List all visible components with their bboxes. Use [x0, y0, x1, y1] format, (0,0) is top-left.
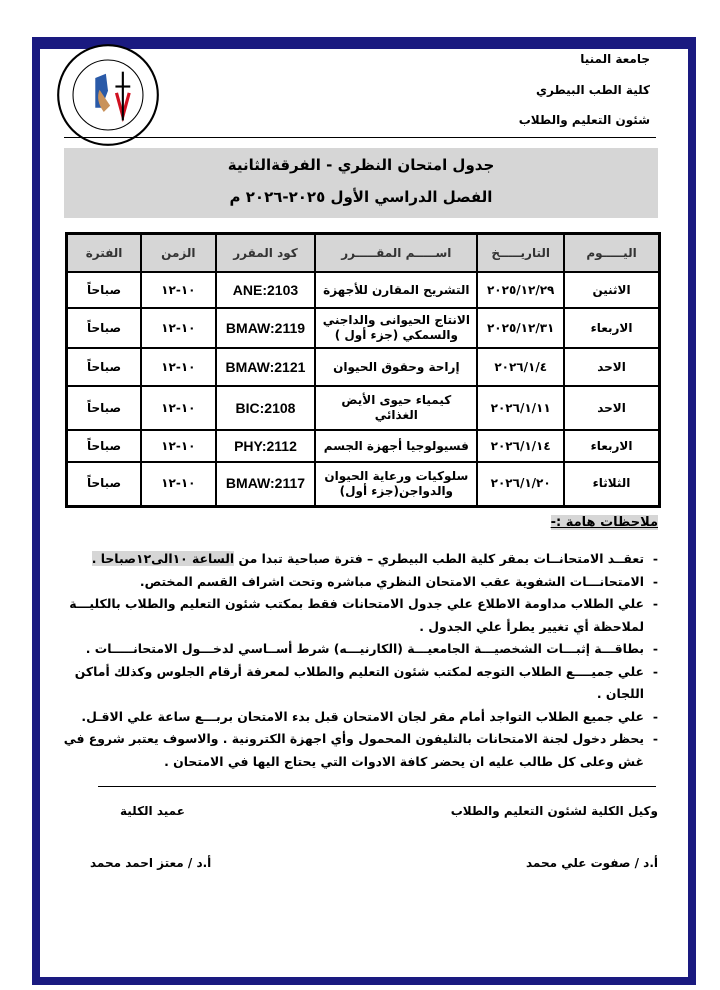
note-item: - علي جميــــع الطلاب التوجه لمكتب شئون التعليم والطلاب لمعرفة أرقام الجلوس وكذلك أماكن اللجان .: [58, 661, 658, 706]
table-row: [67, 272, 660, 308]
exam-schedule-table: [65, 232, 661, 508]
cell-course-code: ANE:2103: [216, 272, 316, 308]
table-row: [67, 462, 660, 506]
cell-day: الاربعاء: [564, 430, 659, 462]
cell-course-code: PHY:2112: [216, 430, 316, 462]
dean-title: عميد الكلية: [120, 804, 185, 818]
dean-name: أ.د / معتز احمد محمد: [90, 856, 212, 870]
cell-period: صباحاً: [67, 308, 142, 348]
cell-time: ١٠-١٢: [141, 272, 216, 308]
header-course-name: اســـــم المقـــــرر: [315, 234, 477, 273]
table-row: [67, 430, 660, 462]
cell-period: صباحاً: [67, 348, 142, 386]
signature-divider: [98, 786, 656, 787]
notes-heading: ملاحظات هامة :-: [550, 515, 658, 530]
cell-course-name: كيمياء حيوى الأيض الغذائي: [315, 386, 477, 430]
cell-course-name: سلوكيات ورعاية الحيوان والدواجن(جزء أول): [315, 462, 477, 506]
header-course-code: كود المقرر: [216, 234, 316, 273]
cell-course-name: التشريح المقارن للأجهزة: [315, 272, 477, 308]
note-item: - علي الطلاب مداومة الاطلاع علي جدول الامتحانات فقط بمكتب شئون التعليم والطلاب بالكليـــة لملاحظة أي تغيير يطرأ علي الجدول .: [58, 593, 658, 638]
university-name: جامعة المنيا: [580, 52, 650, 66]
note-item: - بطاقـــة إثبـــات الشخصيـــة الجامعيـــة (الكارنيـــه) شرط أســاسي لدخـــول الامتحانـــــات .: [58, 638, 658, 661]
vice-dean-name: أ.د / صفوت علي محمد: [525, 856, 658, 870]
notes-list: [58, 548, 658, 773]
header-divider: [64, 137, 656, 138]
cell-day: الثلاثاء: [564, 462, 659, 506]
page-title: جدول امتحان النظري - الفرقةالثانية: [227, 156, 495, 174]
cell-course-code: BMAW:2117: [216, 462, 316, 506]
cell-date: ٢٠٢٦/١/١١: [477, 386, 564, 430]
table-row: [67, 348, 660, 386]
faculty-logo-icon: [55, 42, 161, 148]
cell-course-code: BMAW:2119: [216, 308, 316, 348]
cell-course-name: فسيولوجيا أجهزة الجسم: [315, 430, 477, 462]
page-border-right: [688, 37, 696, 985]
table-row: [67, 308, 660, 348]
note-item: - تعقــد الامتحانــات بمقر كلية الطب البيطري – فترة صباحية تبدا من الساعة ١٠الى١٢صباحا .: [58, 548, 658, 571]
faculty-name: كلية الطب البيطري: [536, 83, 650, 97]
cell-period: صباحاً: [67, 386, 142, 430]
cell-period: صباحاً: [67, 430, 142, 462]
header-day: اليـــــوم: [564, 234, 659, 273]
cell-course-code: BMAW:2121: [216, 348, 316, 386]
vice-dean-title: وكيل الكلية لشئون التعليم والطلاب: [450, 804, 658, 818]
note-item: - يحظر دخول لجنة الامتحانات بالتليفون المحمول وأي اجهزة الكترونية . والاسوف يعتبر شروع في غش وعلى كل طالب عليه ان يحضر كافة الادوات التي يحتاج اليها في الامتحان .: [58, 728, 658, 773]
note-item: - الامتحانـــات الشفوية عقب الامتحان النظري مباشره وتحت اشراف القسم المختص.: [58, 571, 658, 594]
page-border-bottom: [32, 977, 696, 985]
cell-day: الاربعاء: [564, 308, 659, 348]
cell-time: ١٠-١٢: [141, 430, 216, 462]
cell-course-code: BIC:2108: [216, 386, 316, 430]
cell-time: ١٠-١٢: [141, 308, 216, 348]
header-period: الفترة: [67, 234, 142, 273]
header-date: التاريـــــخ: [477, 234, 564, 273]
cell-date: ٢٠٢٥/١٢/٢٩: [477, 272, 564, 308]
cell-day: الاحد: [564, 348, 659, 386]
cell-time: ١٠-١٢: [141, 348, 216, 386]
note-item: - علي جميع الطلاب التواجد أمام مقر لجان الامتحان قبل بدء الامتحان بربـــع ساعة علي الاقـل.: [58, 706, 658, 729]
cell-period: صباحاً: [67, 272, 142, 308]
cell-day: الاحد: [564, 386, 659, 430]
cell-date: ٢٠٢٥/١٢/٣١: [477, 308, 564, 348]
cell-date: ٢٠٢٦/١/٤: [477, 348, 564, 386]
cell-date: ٢٠٢٦/١/٢٠: [477, 462, 564, 506]
cell-day: الاثنين: [564, 272, 659, 308]
table-header-row: [67, 234, 660, 273]
cell-date: ٢٠٢٦/١/١٤: [477, 430, 564, 462]
header-time: الزمن: [141, 234, 216, 273]
cell-course-name: إراحة وحقوق الحيوان: [315, 348, 477, 386]
page-border-left: [32, 37, 40, 985]
semester-subtitle: الفصل الدراسي الأول ٢٠٢٥-٢٠٢٦ م: [229, 188, 493, 206]
cell-time: ١٠-١٢: [141, 462, 216, 506]
cell-period: صباحاً: [67, 462, 142, 506]
table-row: [67, 386, 660, 430]
cell-time: ١٠-١٢: [141, 386, 216, 430]
cell-course-name: الانتاج الحيوانى والداجني والسمكي (جزء أول ): [315, 308, 477, 348]
title-box: [64, 148, 658, 218]
department-name: شئون التعليم والطلاب: [518, 113, 650, 127]
